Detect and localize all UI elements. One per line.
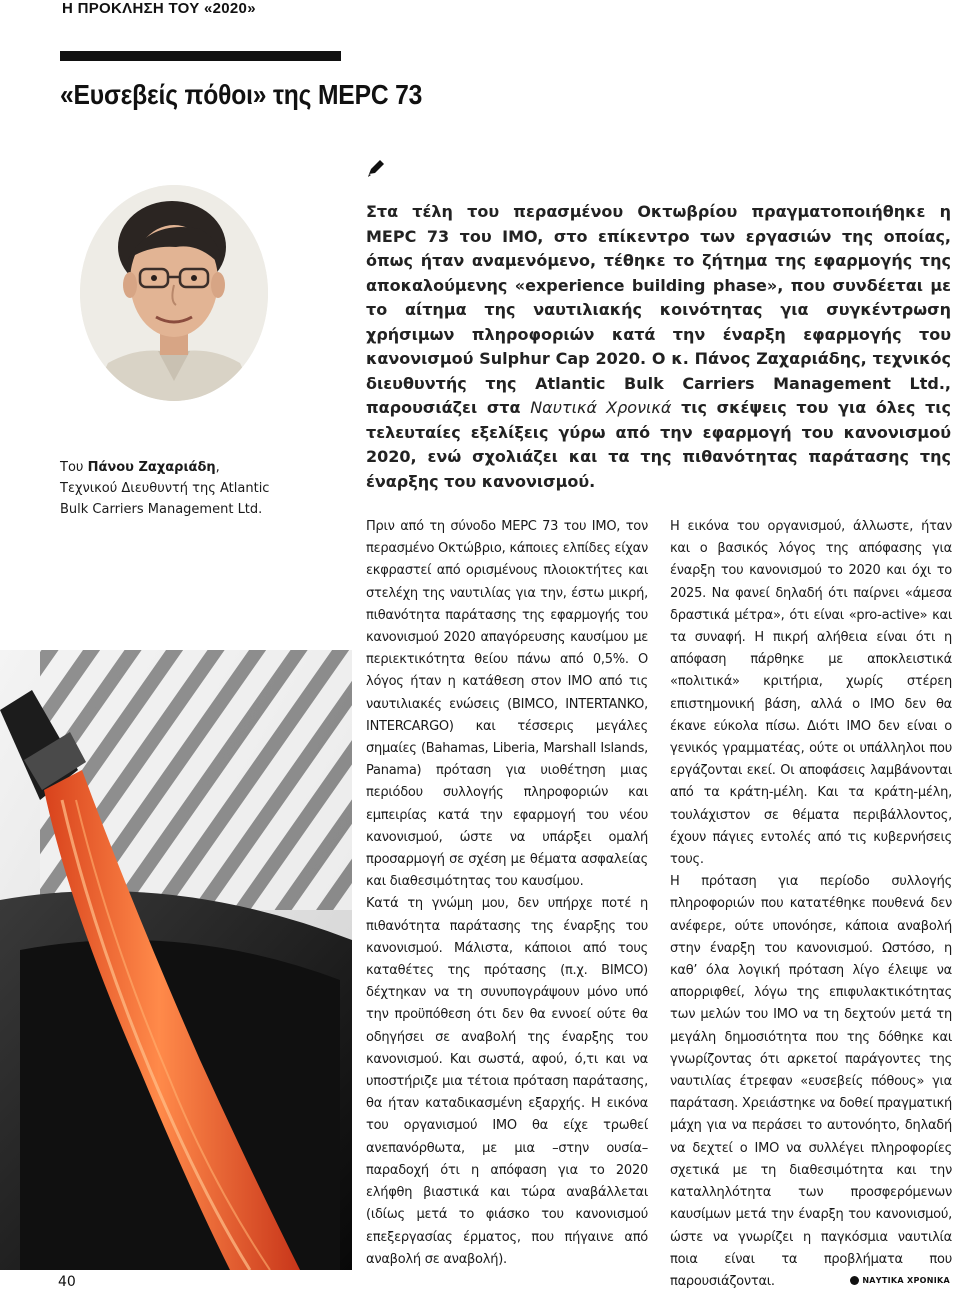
- brand-logo-icon: [850, 1276, 859, 1285]
- body-column-1: [366, 516, 648, 1271]
- lead-text-cont: , παρουσιάζει στα: [366, 373, 951, 417]
- header-rule: [60, 51, 341, 61]
- author-name: Πάνου Ζαχαριάδη: [87, 460, 216, 475]
- fuel-pour-photo: [0, 650, 352, 1270]
- author-photo: [80, 185, 268, 401]
- author-credit: [60, 457, 310, 520]
- body-column-2: [670, 516, 952, 1293]
- author-separator: ,: [215, 460, 220, 475]
- page-number: 40: [58, 1274, 76, 1290]
- body-paragraph: Η πρόταση για περίοδο συλλογής πληροφοριών που κατατέθηκε πουθενά δεν ανέφερε, ούτε υπονόησε, κάποια αναβολή στην έναρξη του κανονισμού. Ωστόσο, η καθ’ όλα λογική πρόταση λίγο έλειψε να απορριφθεί, λόγω της επιφυλακτικότητας των μελών του IMO να τη δεχτούν μετά τη μεγάλη δημοσιότητα που της δόθηκε και γνωρίζοντας ότι αρκετοί παράγοντες της ναυτιλίας έτρεφαν «ευσεβείς πόθους» για παράταση. Χρειάστηκε να δοθεί πραγματική μάχη για να περάσει το αυτονόητο, δηλαδή να δεχτεί ο IMO να συλλέγει πληροφορίες σχετικά με τη διαθεσιμότητα και την καταλληλότητα των προσφερόμενων καυσίμων μετά την έναρξη του κανονισμού, ώστε να γνωρίζει η παγκόσμια ναυτιλία ποια είναι τα προβλήματα που παρουσιάζονται.: [670, 874, 952, 1289]
- lead-publication: Ναυτικά Χρονικά: [530, 398, 672, 417]
- article-lead: [366, 200, 951, 494]
- article-title: «Ευσεβείς πόθοι» της MEPC 73: [60, 79, 423, 110]
- section-kicker: Η ΠΡΟΚΛΗΣΗ ΤΟΥ «2020»: [62, 0, 256, 17]
- author-company: Bulk Carriers Management Ltd.: [60, 502, 263, 517]
- brand-name: ΝΑΥΤΙΚΑ ΧΡΟΝΙΚΑ: [862, 1276, 950, 1285]
- body-paragraph: Πριν από τη σύνοδο MEPC 73 του IMO, τον περασμένο Οκτώβριο, κάποιες ελπίδες είχαν εκφραστεί από ορισμένους πλοιοκτήτες και στελέχη της ναυτιλίας για την, έστω μικρή, πιθανότητα παράτασης της εφαρμογής του κανονισμού 2020 απαγόρευσης καυσίμου με περιεκτικότητα θείου πάνω από 0,5%. Ο λόγος ήταν η κατάθεση στον IMO από τις ναυτιλιακές ενώσεις (BIMCO, INTERTANKO, INTERCARGO) και τέσσερις μεγάλες σημαίες (Bahamas, Liberia, Marshall Islands, Panama) πρόταση για υιοθέτηση μιας περιόδου συλλογής πληροφοριών και εμπειρίας κατά την εφαρμογή του νέου κανονισμού, ώστε να υπάρξει ομαλή προσαρμογή σε σχέση με θέματα ασφαλείας και διαθεσιμότητας του καυσίμου.: [366, 519, 648, 890]
- author-by: Του: [60, 460, 88, 475]
- pen-icon: [366, 158, 386, 178]
- body-paragraph: Κατά τη γνώμη μου, δεν υπήρχε ποτέ η πιθανότητα παράτασης της έναρξης του κανονισμού. Μάλιστα, κάποιοι από τους καταθέτες της πρότασης (π.χ. BIMCO) δέχτηκαν να τη συνυπογράψουν μόνο υπό την προϋπόθεση ότι δεν θα εννοεί ούτε θα οδηγήσει σε αναβολή της έναρξης του κανονισμού. Και σωστά, αφού, ό,τι και να υποστήριζε μια τέτοια πρόταση παράτασης, θα ήταν καταδικασμένη εξαρχής. Η εικόνα του οργανισμού IMO θα είχε τρωθεί ανεπανόρθωτα, με μια –στην ουσία– παραδοχή ότι η απόφαση για το 2020 ελήφθη βιαστικά και τώρα αναβάλλεται (ιδίως μετά το φιάσκο του κανονισμού επεξεργασίας έρματος, που πήγαινε από αναβολή σε αναβολή).: [366, 896, 648, 1267]
- lead-text-end: τις σκέψεις του για όλες τις τελευταίες εξελίξεις γύρω από την εφαρμογή του κανονισμού 2020, ενώ σχολιάζει και τα της πιθανότητας παράτασης της έναρξης του κανονισμού.: [366, 398, 951, 491]
- author-role: Τεχνικού Διευθυντή της Atlantic: [60, 481, 270, 496]
- body-paragraph: Η εικόνα του οργανισμού, άλλωστε, ήταν και ο βασικός λόγος της απόφασης για έναρξη του κανονισμού το 2020 και όχι το 2025. Να φανεί δηλαδή ότι παίρνει «άμεσα δραστικά μέτρα», ότι είναι «pro-active» και τα συναφή. Η πικρή αλήθεια είναι ότι η απόφαση πάρθηκε με αποκλειστικά «πολιτικά» κριτήρια, χωρίς στέρεη επιστημονική βάση, αλλά ο IMO δεν θα έκανε εύκολα πίσω. Διότι IMO δεν είναι ο γενικός γραμματέας, ούτε οι υπάλληλοι που εργάζονται εκεί. Οι αποφάσεις λαμβάνονται από τα κράτη-μέλη. Και τα κράτη-μέλη, τουλάχιστον σε θέματα περιβάλλοντος, έχουν πάγιες εντολές από τις κυβερνήσεις τους.: [670, 519, 952, 868]
- lead-text: Στα τέλη του περασμένου Οκτωβρίου πραγματοποιήθηκε η MEPC 73 του IMO, στο επίκεντρο των εργασιών της οποίας, όπως ήταν αναμενόμενο, τέθηκε το ζήτημα της εφαρμογής της αποκαλούμενης «experience building phase», που συνδέεται με το αίτημα της ναυτιλιακής κοινότητας για συγκέντρωση χρήσιμων πληροφοριών κατά την έναρξη εφαρμογής του κανονισμού Sulphur Cap 2020. Ο κ. Πάνος Ζαχαριάδης, τεχνικός διευθυντής της Atlantic Bulk Carriers Management Ltd.: [366, 202, 951, 393]
- publication-brand: [850, 1276, 950, 1285]
